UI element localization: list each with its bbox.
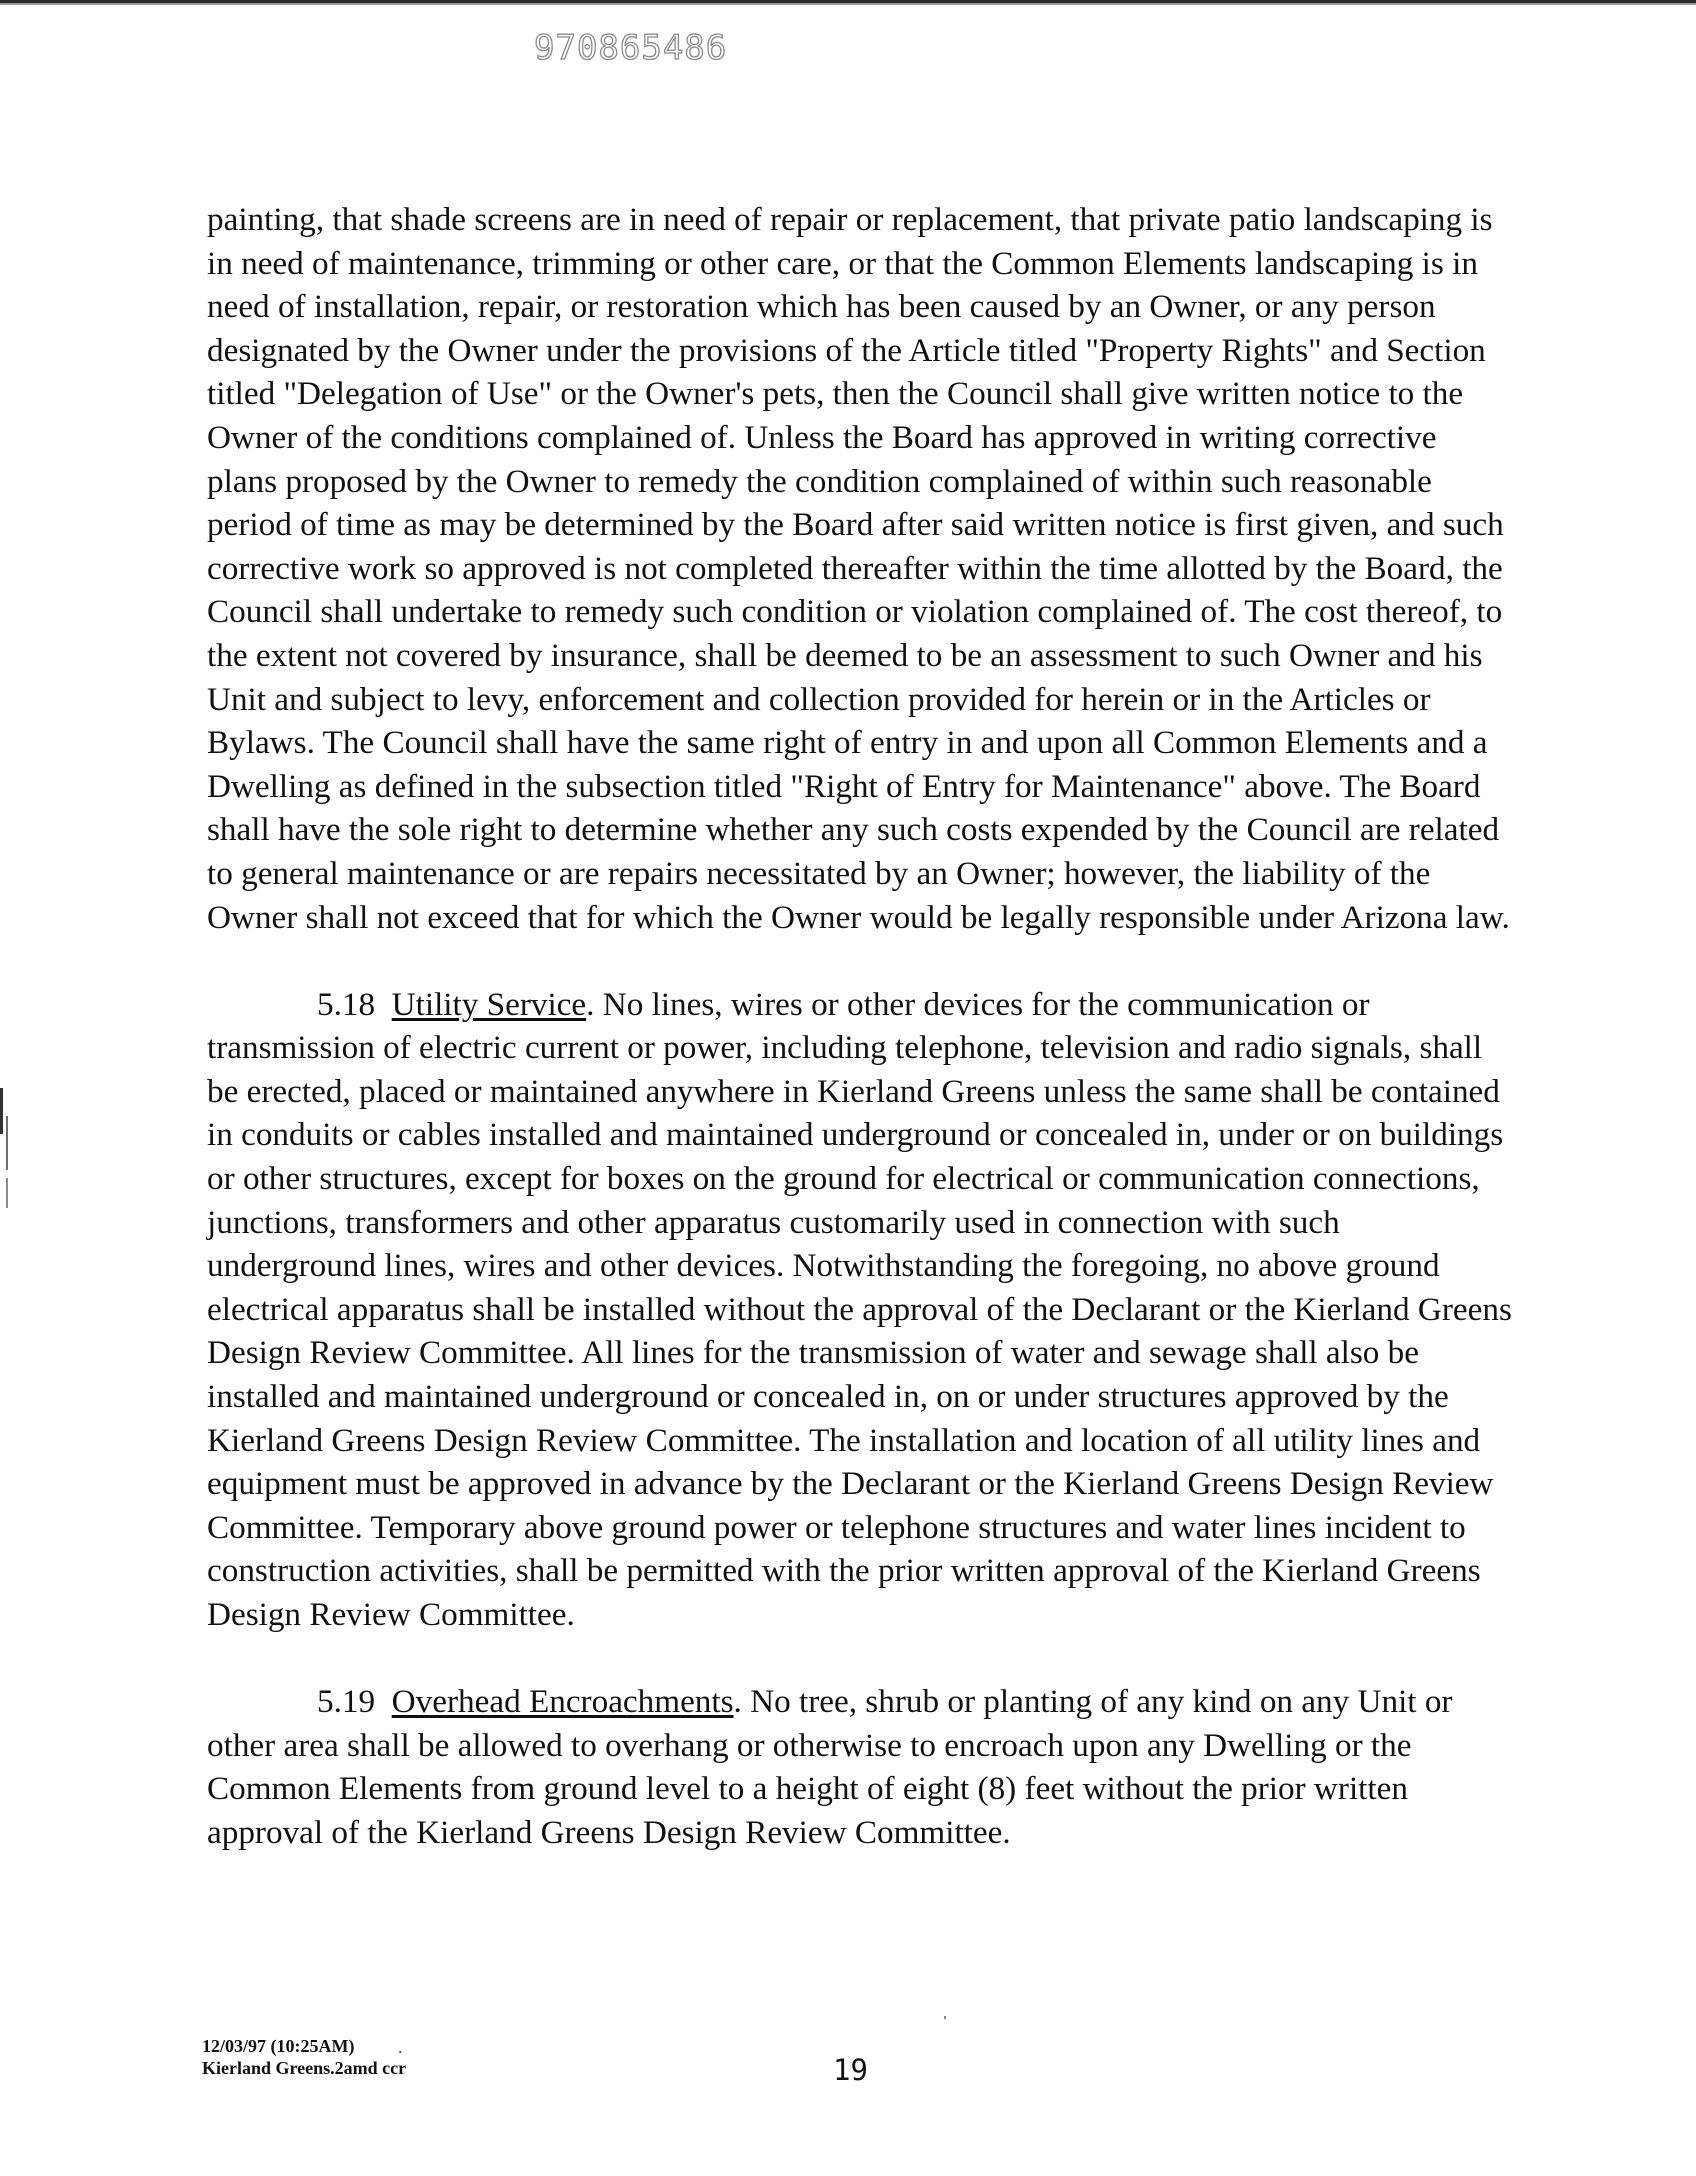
footer-timestamp: 12/03/97 (10:25AM) xyxy=(202,2036,355,2056)
section-title: Overhead Encroachments xyxy=(391,1683,734,1721)
scan-top-edge-shadow xyxy=(0,3,1696,5)
scan-artifact: . xyxy=(398,2037,403,2057)
section-number: 5.18 xyxy=(317,985,376,1023)
page-number: 19 xyxy=(833,2053,868,2087)
section-title: Utility Service xyxy=(391,985,587,1023)
footer-info xyxy=(202,2035,406,2079)
scan-artifact xyxy=(6,1116,8,1170)
document-body xyxy=(207,198,1512,1855)
scan-artifact xyxy=(944,2016,946,2019)
section-number: 5.19 xyxy=(317,1683,376,1721)
continuation-paragraph: painting, that shade screens are in need of repair or replacement, that private patio landscaping is in need of maintenance, trimming or other care, or that the Common Elements landscaping is in need of installation, repair, or restoration which has been caused by an Owner, or any person designated by the Owner under the provisions of the Article titled "Property Rights" and Section titled "Delegation of Use" or the Owner's pets, then the Council shall give written notice to the Owner of the conditions complained of. Unless the Board has approved in writing corrective plans proposed by the Owner to remedy the condition complained of within such reasonable period of time as may be determined by the Board after said written notice is first given, and such corrective work so approved is not completed thereafter within the time allotted by the Board, the Council shall undertake to remedy such condition or violation complained of. The cost thereof, to the extent not covered by insurance, shall be deemed to be an assessment to such Owner and his Unit and subject to levy, enforcement and collection provided for herein or in the Articles or Bylaws. The Council shall have the same right of entry in and upon all Common Elements and a Dwelling as defined in the subsection titled "Right of Entry for Maintenance" above. The Board shall have the sole right to determine whether any such costs expended by the Council are related to general maintenance or are repairs necessitated by an Owner; however, the liability of the Owner shall not exceed that for which the Owner would be legally responsible under Arizona law. xyxy=(207,201,1510,936)
section-text: . No lines, wires or other devices for the communication or transmission of electric current or power, including telephone, television and radio signals, shall be erected, placed or maintained anywhere in Kierland Greens unless the same shall be contained in conduits or cables installed and maintained underground or concealed in, under or on buildings or other structures, except for boxes on the ground for electrical or communication connections, junctions, transformers and other apparatus customarily used in connection with such underground lines, wires and other devices. Notwithstanding the foregoing, no above ground electrical apparatus shall be installed without the approval of the Declarant or the Kierland Greens Design Review Committee. All lines for the transmission of water and sewage shall also be installed and maintained underground or concealed in, on or under structures approved by the Kierland Greens Design Review Committee. The installation and location of all utility lines and equipment must be approved in advance by the Declarant or the Kierland Greens Design Review Committee. Temporary above ground power or telephone structures and water lines incident to construction activities, shall be permitted with the prior written approval of the Kierland Greens Design Review Committee. xyxy=(207,985,1512,1633)
document-number-stamp: 970865486 xyxy=(534,28,728,68)
section-5-19-paragraph xyxy=(207,1680,1512,1854)
section-text: . No tree, shrub or planting of any kind on any Unit or other area shall be allowed to overhang or otherwise to encroach upon any Dwelling or the Common Elements from ground level to a height of eight (8) feet without the prior written approval of the Kierland Greens Design Review Committee. xyxy=(207,1683,1453,1851)
footer-filename: Kierland Greens.2amd ccr xyxy=(202,2058,407,2078)
scan-artifact xyxy=(0,1088,3,1134)
section-5-18-paragraph xyxy=(207,983,1512,1637)
scan-artifact xyxy=(6,1178,8,1208)
